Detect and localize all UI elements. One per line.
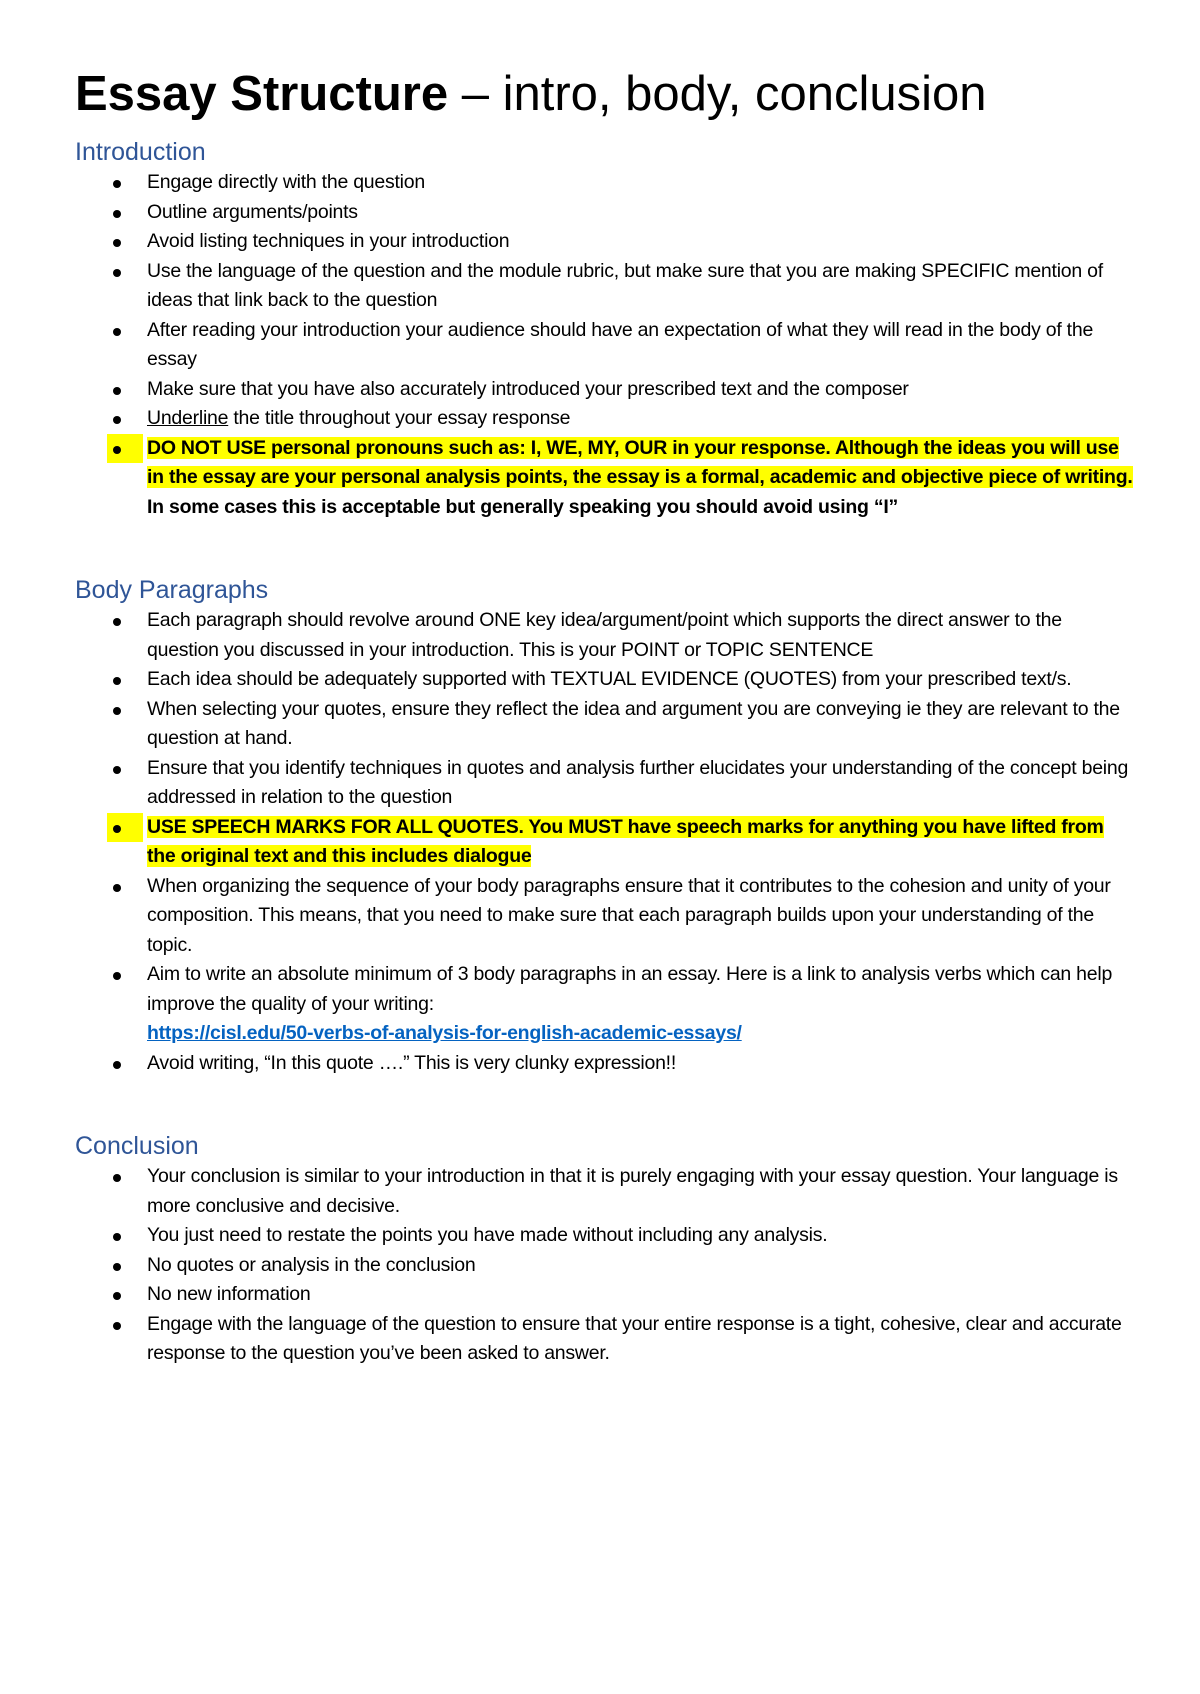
bullet-icon xyxy=(113,446,121,454)
underlined-word: Underline xyxy=(147,407,229,429)
bullet-icon xyxy=(113,972,121,980)
list-item: After reading your introduction your audience should have an expectation of what they will read in the body of the essay xyxy=(75,316,1135,375)
bullet-icon xyxy=(113,707,121,715)
list-item: Avoid writing, “In this quote ….” This is very clunky expression!! xyxy=(75,1049,1135,1079)
speech-marks-item xyxy=(75,813,1135,872)
document-page xyxy=(75,62,1135,1369)
list-item: Each idea should be adequately supported with TEXTUAL EVIDENCE (QUOTES) from your prescribed text/s. xyxy=(75,665,1135,695)
list-item: Each paragraph should revolve around ONE key idea/argument/point which supports the direct answer to the question you discussed in your introduction. This is your POINT or TOPIC SENTENCE xyxy=(75,606,1135,665)
document-title xyxy=(75,62,1135,126)
bullet-icon xyxy=(113,239,121,247)
bullet-icon xyxy=(113,884,121,892)
conclusion-heading: Conclusion xyxy=(75,1132,199,1160)
list-item: Underline the title throughout your essay response xyxy=(75,404,1135,434)
conclusion-list xyxy=(75,1162,1135,1369)
bullet-icon xyxy=(113,677,121,685)
list-item: Make sure that you have also accurately introduced your prescribed text and the composer xyxy=(75,375,1135,405)
bullet-icon xyxy=(113,618,121,626)
list-item: Ensure that you identify techniques in quotes and analysis further elucidates your understanding of the concept being addressed in relation to the question xyxy=(75,754,1135,813)
list-item: Your conclusion is similar to your introduction in that it is purely engaging with your essay question. Your language is more conclusive and decisive. xyxy=(75,1162,1135,1221)
list-item: Avoid listing techniques in your introduction xyxy=(75,227,1135,257)
bullet-icon xyxy=(113,387,121,395)
list-item: Outline arguments/points xyxy=(75,198,1135,228)
list-item: Aim to write an absolute minimum of 3 body paragraphs in an essay. Here is a link to analysis verbs which can help improve the quality of your writing: https://cisl.edu/50-verbs-of-analysis-for-english-academic-essays/ xyxy=(75,960,1135,1049)
list-item: Use the language of the question and the module rubric, but make sure that you are making SPECIFIC mention of ideas that link back to the question xyxy=(75,257,1135,316)
bullet-icon xyxy=(113,825,121,833)
pronoun-warning-item: DO NOT USE personal pronouns such as: I, WE, MY, OUR in your response. Although the ideas you will use in the essay are your personal analysis points, the essay is a formal, academic and objective piece of writing. In some cases this is acceptable but generally speaking you should avoid using “I” xyxy=(75,434,1135,523)
bullet-icon xyxy=(113,210,121,218)
body-list xyxy=(75,606,1135,1078)
introduction-heading: Introduction xyxy=(75,138,206,166)
list-item: You just need to restate the points you have made without including any analysis. xyxy=(75,1221,1135,1251)
list-item: When selecting your quotes, ensure they reflect the idea and argument you are conveying ie they are relevant to the question at hand. xyxy=(75,695,1135,754)
bullet-icon xyxy=(113,766,121,774)
bullet-icon xyxy=(113,416,121,424)
bullet-icon xyxy=(113,328,121,336)
title-rest: – intro, body, conclusion xyxy=(448,67,987,121)
highlighted-speech-marks: USE SPEECH MARKS FOR ALL QUOTES. You MUST have speech marks for anything you have lifted from the original text and this includes dialogue xyxy=(147,815,1104,867)
bullet-icon xyxy=(113,1061,121,1069)
body-paragraphs-heading: Body Paragraphs xyxy=(75,576,269,604)
title-bold: Essay Structure xyxy=(75,67,449,121)
analysis-verbs-link[interactable]: https://cisl.edu/50-verbs-of-analysis-for-english-academic-essays/ xyxy=(147,1022,742,1044)
bullet-icon xyxy=(113,1174,121,1182)
list-item: Engage directly with the question xyxy=(75,168,1135,198)
bullet-icon xyxy=(113,1263,121,1271)
list-item: No quotes or analysis in the conclusion xyxy=(75,1251,1135,1281)
bullet-icon xyxy=(113,180,121,188)
highlighted-warning: DO NOT USE personal pronouns such as: I, WE, MY, OUR in your response. Although the ideas you will use in the essay are your personal analysis points, the essay is a formal, academic and objective piece of writing. xyxy=(147,436,1133,488)
introduction-list xyxy=(75,168,1135,522)
bullet-icon xyxy=(113,1292,121,1300)
list-item: When organizing the sequence of your body paragraphs ensure that it contributes to the cohesion and unity of your composition. This means, that you need to make sure that each paragraph builds upon your understanding of the topic. xyxy=(75,872,1135,961)
list-item: No new information xyxy=(75,1280,1135,1310)
bullet-icon xyxy=(113,1233,121,1241)
list-item: Engage with the language of the question to ensure that your entire response is a tight, cohesive, clear and accurate response to the question you’ve been asked to answer. xyxy=(75,1310,1135,1369)
bullet-icon xyxy=(113,1322,121,1330)
bullet-icon xyxy=(113,269,121,277)
